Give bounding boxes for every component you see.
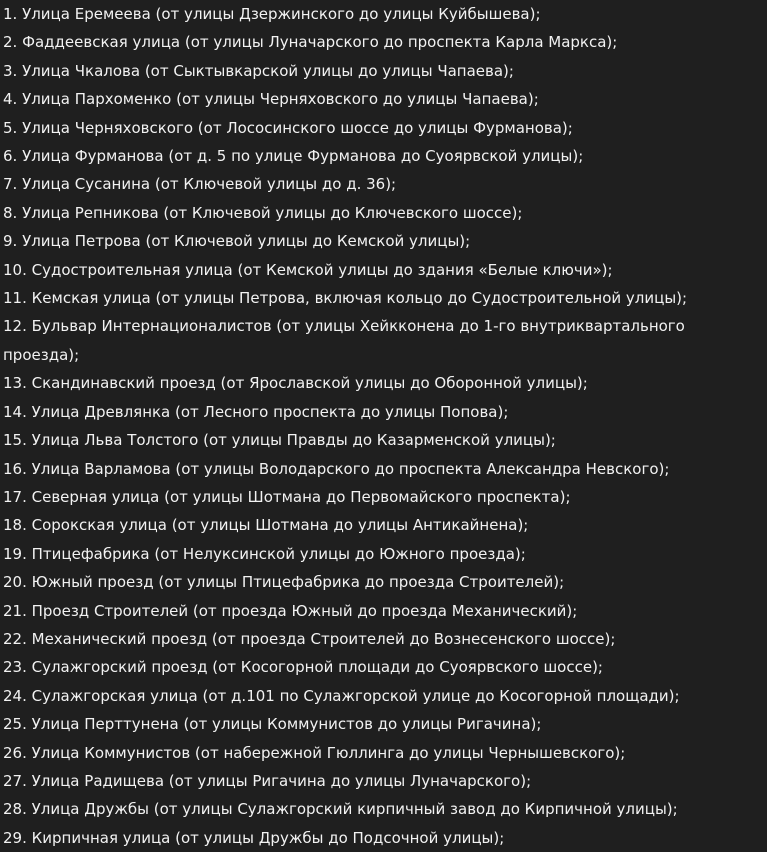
list-item: 24. Сулажгорская улица (от д.101 по Сулажгорской улице до Косогорной площади); <box>3 686 680 705</box>
list-item: 12. Бульвар Интернационалистов (от улицы Хейкконена до 1-го внутриквартального проезда); <box>3 317 685 364</box>
list-item: 6. Улица Фурманова (от д. 5 по улице Фурманова до Суоярвской улицы); <box>3 147 584 166</box>
list-item: 11. Кемская улица (от улицы Петрова, включая кольцо до Судостроительной улицы); <box>3 289 688 308</box>
list-item: 1. Улица Еремеева (от улицы Дзержинского до улицы Куйбышева); <box>3 5 541 23</box>
list-item: 9. Улица Петрова (от Ключевой улицы до Кемской улицы); <box>3 232 471 251</box>
list-item: 14. Улица Древлянка (от Лесного проспекта до улицы Попова); <box>3 402 509 421</box>
list-item: 20. Южный проезд (от улицы Птицефабрика до проезда Строителей); <box>3 573 565 592</box>
list-item: 21. Проезд Строителей (от проезда Южный до проезда Механический); <box>3 601 578 620</box>
list-item: 19. Птицефабрика (от Нелуксинской улицы до Южного проезда); <box>3 544 526 563</box>
list-item: 7. Улица Сусанина (от Ключевой улицы до д. 36); <box>3 175 397 194</box>
list-item: 16. Улица Варламова (от улицы Володарского до проспекта Александра Невского); <box>3 459 670 478</box>
list-item: 26. Улица Коммунистов (от набережной Гюллинга до улицы Чернышевского); <box>3 743 626 762</box>
list-item: 18. Сорокская улица (от улицы Шотмана до улицы Антикайнена); <box>3 516 529 535</box>
list-item: 29. Кирпичная улица (от улицы Дружбы до Подсочной улицы); <box>3 828 505 847</box>
list-item: 28. Улица Дружбы (от улицы Сулажгорский кирпичный завод до Кирпичной улицы); <box>3 800 678 819</box>
list-item: 22. Механический проезд (от проезда Строителей до Вознесенского шоссе); <box>3 629 616 648</box>
list-item: 5. Улица Черняховского (от Лососинского шоссе до улицы Фурманова); <box>3 118 573 137</box>
list-item: 25. Улица Перттунена (от улицы Коммунистов до улицы Ригачина); <box>3 715 542 734</box>
list-item: 15. Улица Льва Толстого (от улицы Правды до Казарменской улицы); <box>3 431 556 450</box>
list-item: 3. Улица Чкалова (от Сыктывкарской улицы до улицы Чапаева); <box>3 61 514 80</box>
list-item: 13. Скандинавский проезд (от Ярославской улицы до Оборонной улицы); <box>3 374 588 393</box>
list-item: 4. Улица Пархоменко (от улицы Черняховского до улицы Чапаева); <box>3 90 539 109</box>
list-item: 8. Улица Репникова (от Ключевой улицы до Ключевского шоссе); <box>3 203 523 222</box>
list-item: 23. Сулажгорский проезд (от Косогорной площади до Суоярвского шоссе); <box>3 658 603 677</box>
list-item: 10. Судостроительная улица (от Кемской улицы до здания «Белые ключи»); <box>3 260 613 279</box>
list-item: 27. Улица Радищева (от улицы Ригачина до улицы Луначарского); <box>3 771 532 790</box>
list-item: 2. Фаддеевская улица (от улицы Луначарского до проспекта Карла Маркса); <box>3 33 618 52</box>
list-item: 17. Северная улица (от улицы Шотмана до Первомайского проспекта); <box>3 487 571 506</box>
